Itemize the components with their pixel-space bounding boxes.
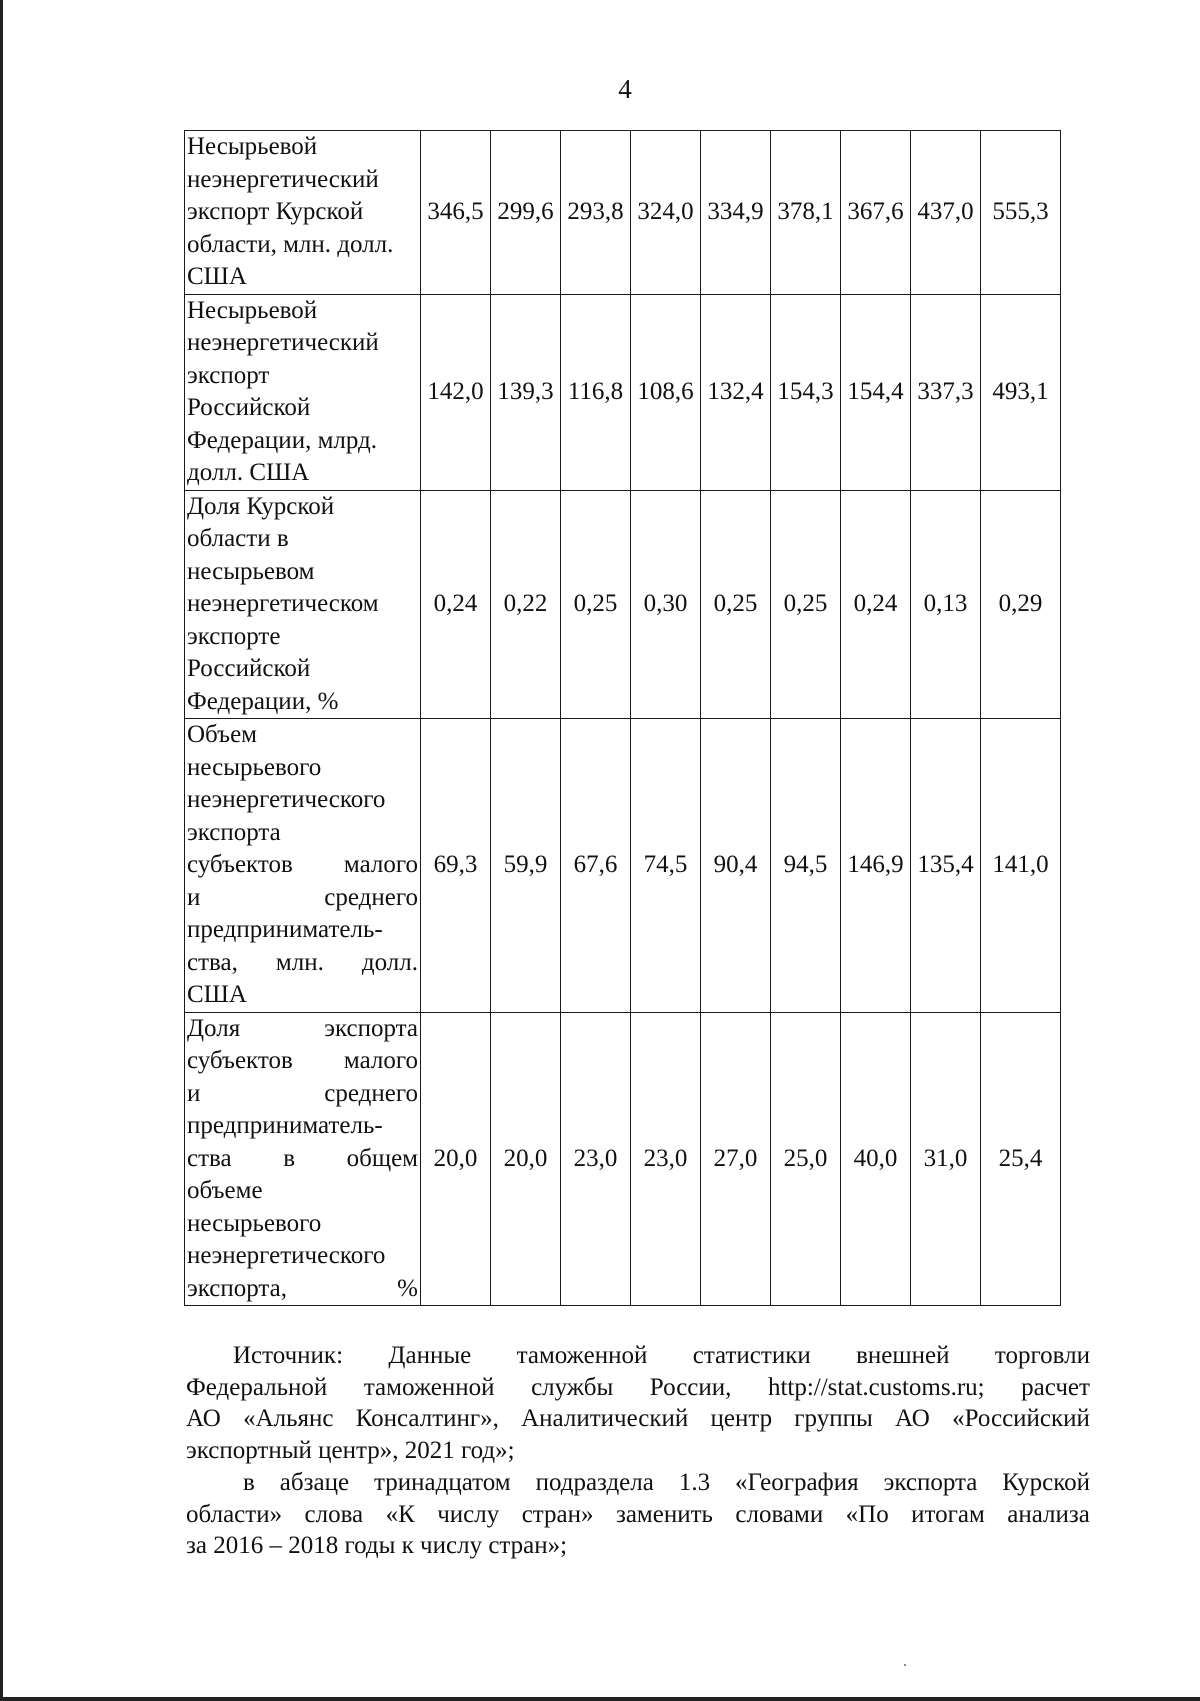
row-label-line: США (187, 263, 247, 290)
row-label (185, 131, 421, 295)
source-note (186, 1340, 1090, 1466)
value-cell: 142,0 (421, 294, 491, 490)
value-cell: 23,0 (561, 1012, 631, 1306)
row-label-line: неэнергетическом (187, 590, 379, 617)
value-cell: 23,0 (631, 1012, 701, 1306)
table-row (185, 490, 1061, 719)
value-cell: 0,25 (701, 490, 771, 719)
page-edge-left (0, 0, 3, 1701)
value-cell: 293,8 (561, 131, 631, 295)
row-label (185, 719, 421, 1013)
value-cell: 20,0 (491, 1012, 561, 1306)
amendment-line: в абзаце тринадцатом подраздела 1.3 «География экспорта Курской (243, 1469, 1090, 1496)
row-label-line: экспорта, % (187, 1274, 418, 1302)
value-cell: 108,6 (631, 294, 701, 490)
value-cell: 0,29 (981, 490, 1061, 719)
amendment-line: области» слова «К числу стран» заменить словами «По итогам анализа (186, 1500, 1090, 1528)
value-cell: 0,24 (421, 490, 491, 719)
row-label-line: Несырьевой (187, 133, 318, 160)
value-cell: 25,0 (771, 1012, 841, 1306)
row-label-line: ства, млн. долл. (187, 948, 418, 976)
row-label-line: Российской (187, 655, 311, 682)
amendment-paragraph (186, 1467, 1090, 1562)
value-cell: 324,0 (631, 131, 701, 295)
value-cell: 0,25 (561, 490, 631, 719)
value-cell: 367,6 (841, 131, 911, 295)
value-cell: 0,13 (911, 490, 981, 719)
row-label-line: Федерации, % (187, 687, 339, 715)
source-note-line: АО «Альянс Консалтинг», Аналитический центр группы АО «Российский (186, 1405, 1090, 1432)
table-row (185, 719, 1061, 1013)
row-label-line: области, млн. долл. (187, 230, 394, 258)
row-label-line: Федерации, млрд. (187, 426, 378, 454)
value-cell: 154,4 (841, 294, 911, 490)
page-edge-bottom (0, 1697, 1200, 1701)
row-label-line: ства в общем (187, 1144, 418, 1172)
row-label-line: Доля экспорта (187, 1014, 418, 1042)
value-cell: 139,3 (491, 294, 561, 490)
value-cell: 0,24 (841, 490, 911, 719)
value-cell: 0,22 (491, 490, 561, 719)
page-number: 4 (618, 74, 632, 104)
value-cell: 141,0 (981, 719, 1061, 1013)
row-label (185, 294, 421, 490)
value-cell: 135,4 (911, 719, 981, 1013)
row-label-line: субъектов малого (187, 1047, 418, 1074)
row-label-line: субъектов малого (187, 851, 418, 878)
row-label-line: предприниматель- (187, 1112, 383, 1139)
row-label-line: Российской (187, 394, 311, 421)
row-label (185, 1012, 421, 1306)
row-label-line: экспорта (187, 818, 281, 846)
value-cell: 27,0 (701, 1012, 771, 1306)
row-label-line: Объем (187, 721, 257, 748)
value-cell: 346,5 (421, 131, 491, 295)
scan-speck (904, 1664, 906, 1666)
table-row (185, 131, 1061, 295)
value-cell: 334,9 (701, 131, 771, 295)
value-cell: 90,4 (701, 719, 771, 1013)
value-cell: 69,3 (421, 719, 491, 1013)
value-cell: 299,6 (491, 131, 561, 295)
value-cell: 74,5 (631, 719, 701, 1013)
value-cell: 31,0 (911, 1012, 981, 1306)
row-label-line: экспорте (187, 622, 281, 650)
value-cell: 154,3 (771, 294, 841, 490)
row-label-line: объеме (187, 1177, 263, 1204)
row-label-line: Несырьевой (187, 296, 318, 324)
value-cell: 555,3 (981, 131, 1061, 295)
value-cell: 437,0 (911, 131, 981, 295)
value-cell: 493,1 (981, 294, 1061, 490)
value-cell: 378,1 (771, 131, 841, 295)
table-row (185, 294, 1061, 490)
value-cell: 0,25 (771, 490, 841, 719)
value-cell: 25,4 (981, 1012, 1061, 1306)
export-indicators-table (184, 130, 1061, 1306)
value-cell: 59,9 (491, 719, 561, 1013)
row-label-line: США (187, 981, 247, 1008)
row-label-line: неэнергетического (187, 1242, 386, 1269)
row-label-line: несырьевого (187, 1209, 322, 1237)
source-note-line: Источник: Данные таможенной статистики внешней торговли (233, 1342, 1090, 1369)
value-cell: 116,8 (561, 294, 631, 490)
row-label-line: неэнергетический (187, 165, 379, 193)
row-label-line: области в (187, 525, 289, 552)
source-note-line: экспортный центр», 2021 год»; (186, 1436, 515, 1464)
row-label-line: экспорт Курской (187, 198, 364, 225)
row-label-line: и среднего (187, 883, 418, 911)
row-label-line: предприниматель- (187, 916, 383, 943)
value-cell: 40,0 (841, 1012, 911, 1306)
row-label-line: Доля Курской (187, 492, 335, 520)
value-cell: 20,0 (421, 1012, 491, 1306)
row-label-line: долл. США (187, 459, 310, 486)
source-note-line: Федеральной таможенной службы России, http://stat.customs.ru; расчет (186, 1373, 1090, 1401)
value-cell: 132,4 (701, 294, 771, 490)
amendment-line: за 2016 – 2018 годы к числу стран»; (186, 1532, 568, 1559)
value-cell: 146,9 (841, 719, 911, 1013)
table-row (185, 1012, 1061, 1306)
value-cell: 94,5 (771, 719, 841, 1013)
row-label-line: экспорт (187, 361, 270, 389)
value-cell: 337,3 (911, 294, 981, 490)
row-label-line: неэнергетического (187, 786, 386, 813)
row-label-line: и среднего (187, 1079, 418, 1107)
row-label (185, 490, 421, 719)
row-label-line: несырьевого (187, 753, 322, 781)
value-cell: 67,6 (561, 719, 631, 1013)
value-cell: 0,30 (631, 490, 701, 719)
row-label-line: неэнергетический (187, 329, 379, 356)
row-label-line: несырьевом (187, 557, 315, 585)
